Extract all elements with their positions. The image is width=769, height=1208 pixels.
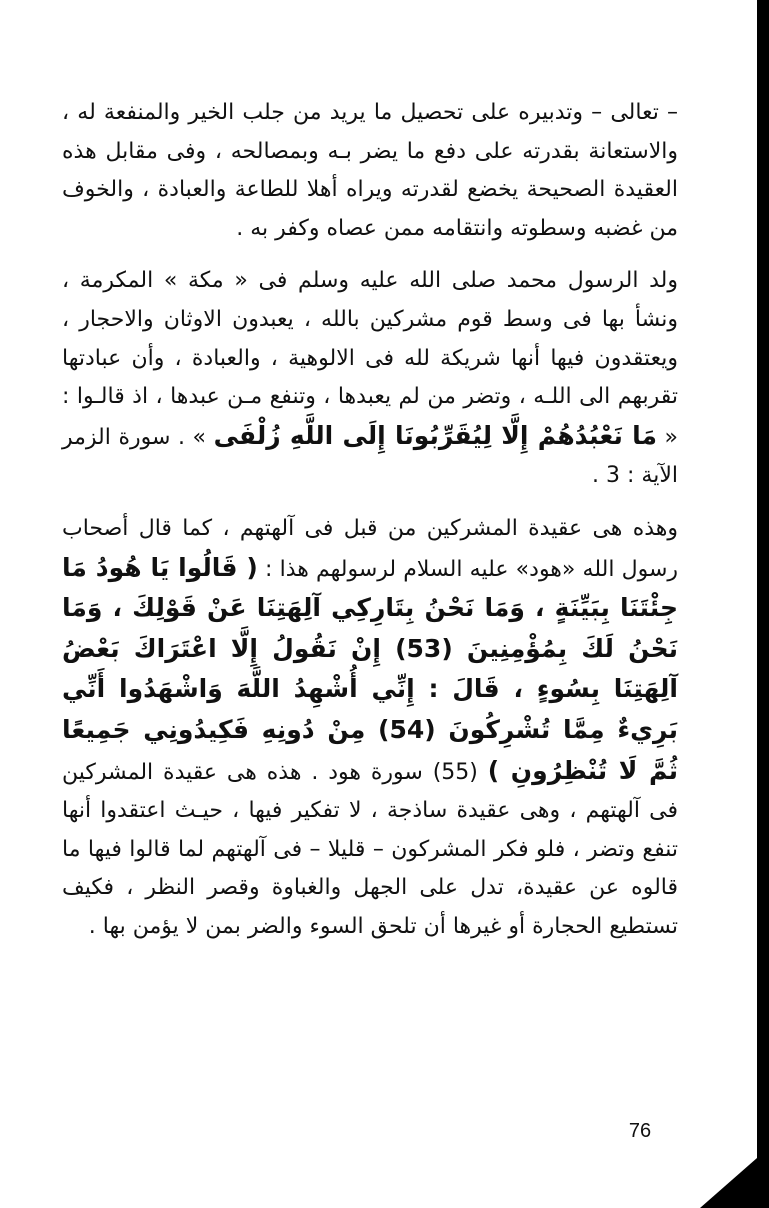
page-number: 76	[628, 1120, 652, 1142]
paragraph-3-text-before: وهذه هى عقيدة المشركين من قبل فى آلهتهم ، كما قال أصحاب رسول الله «هود» عليه السلام لرسولهم هذا :	[62, 515, 679, 582]
paragraph-2-text-before: ولد الرسول محمد صلى الله عليه وسلم فى « مكة » المكرمة ، ونشأ بها فى وسط قوم مشركين بالله ، يعبدون الاوثان والاحجار ، ويعتقدون فيها أنها شريكة لله فى الالوهية ، والعبادة ، وأن عبادتها تقربهم الى اللـه ، وتضر من لم يعبدها ، وتنفع مـن عبدها ، اذ قالـوا : «	[62, 268, 679, 450]
paragraph-2	[62, 262, 678, 496]
paragraph-2-text-after: » . سورة الزمر الآية : 3 .	[62, 424, 678, 489]
document-page	[62, 94, 678, 946]
paragraph-3-text-after: (55) سورة هود . هذه هى عقيدة المشركين فى آلهتهم ، وهى عقيدة ساذجة ، لا تفكير فيها ، حيـث اعتقدوا أنها تنفع وتضر ، فلو فكر المشركون – قليلا – فى آلهتهم لما قالوا فيها ما قالوه عن عقيدة، تدل على الجهل والغباوة وقصر النظر ، فكيف تستطيع الحجارة أو غيرها أن تلحق السوء والضر بمن لا يؤمن بها .	[62, 759, 678, 939]
paragraph-1-text: – تعالى – وتدبيره على تحصيل ما يريد من جلب الخير والمنفعة له ، والاستعانة بقدرته على دفع ما يضر بـه وبمصالحه ، وفى مقابل هذه العقيدة الصحيحة يخضع لقدرته ويراه أهلا للطاعة والعبادة ، والخوف من غضبه وسطوته وانتقامه ممن عصاه وكفر به .	[62, 100, 678, 241]
quran-verse-hud: ( قَالُوا يَا هُودُ مَا جِئْتَنَا بِبَيِّنَةٍ ، وَمَا نَحْنُ بِتَارِكِي آلِهَتِنَا عَنْ قَوْلِكَ ، وَمَا نَحْنُ لَكَ بِمُؤْمِنِينَ (53) إِنْ نَقُولُ إِلَّا اعْتَرَاكَ بَعْضُ آلِهَتِنَا بِسُوءٍ ، قَالَ : إِنِّي أُشْهِدُ اللَّهَ وَاشْهَدُوا أَنِّي بَرِيءٌ مِمَّا تُشْرِكُونَ (54) مِنْ دُونِهِ فَكِيدُونِي جَمِيعًا ثُمَّ لَا تُنْظِرُونِ )	[62, 552, 679, 785]
page-edge-shadow	[757, 0, 769, 1208]
paragraph-1	[62, 94, 678, 248]
paragraph-3	[62, 510, 678, 947]
quran-verse-zumar: مَا نَعْبُدُهُمْ إِلَّا لِيُقَرِّبُونَا إِلَى اللَّهِ زُلْفَى	[213, 420, 657, 450]
